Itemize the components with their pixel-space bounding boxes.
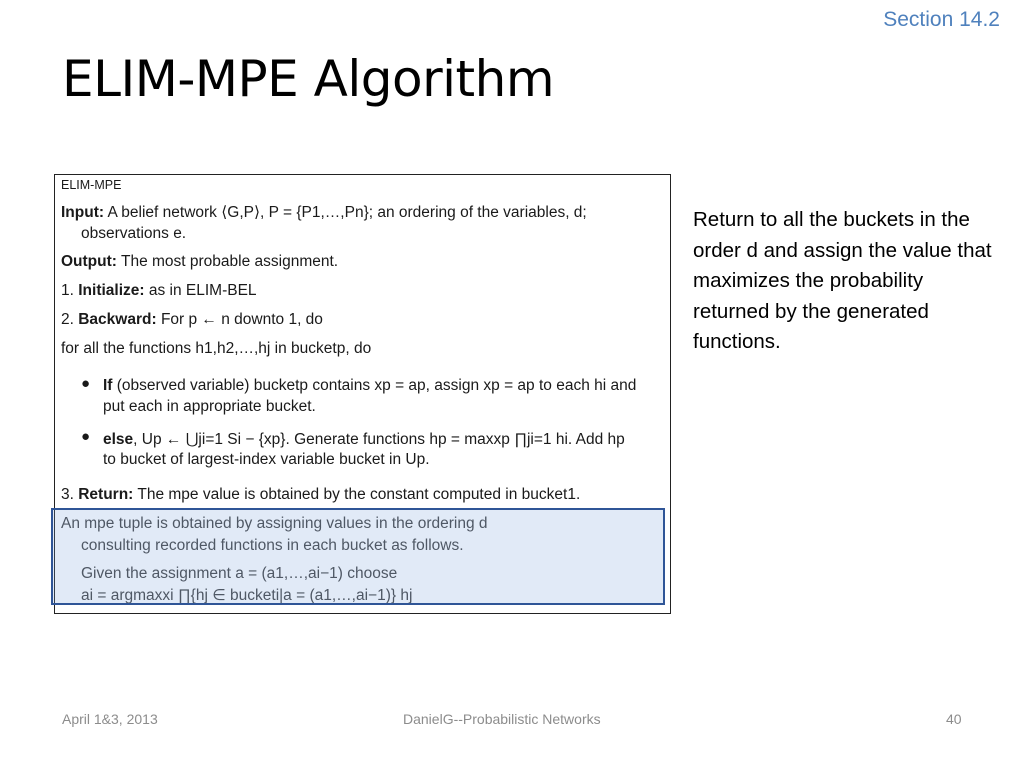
output-label: Output: bbox=[61, 253, 117, 270]
step1-line bbox=[61, 282, 257, 300]
bullet-dot-2: ● bbox=[81, 428, 91, 445]
output-text: The most probable assignment. bbox=[116, 253, 339, 270]
tuple-line-4: ai = argmaxxi ∏{hj ∈ bucketi|a = (a1,…,ai−1)} hj bbox=[81, 587, 413, 604]
highlight-box bbox=[51, 508, 665, 605]
step3-label: Return: bbox=[78, 486, 134, 503]
step3-text: The mpe value is obtained by the constant computed in bucket1. bbox=[133, 486, 581, 503]
side-note: Return to all the buckets in the order d and assign the value that maximizes the probability returned by the generated functions. bbox=[693, 208, 992, 353]
output-line bbox=[61, 253, 338, 271]
step1-text: as in ELIM-BEL bbox=[144, 282, 257, 299]
bullet2-label: else bbox=[103, 431, 134, 448]
bullet1-line bbox=[103, 377, 636, 395]
step3-line bbox=[61, 486, 580, 504]
input-text: A belief network ⟨G,P⟩, P = {P1,…,Pn}; an ordering of the variables, d; bbox=[104, 204, 587, 221]
input-label: Input: bbox=[61, 204, 105, 221]
step1-label: Initialize: bbox=[78, 282, 145, 299]
input-line bbox=[61, 203, 587, 222]
slide-title: ELIM-MPE Algorithm bbox=[62, 50, 555, 108]
page-number: 40 bbox=[946, 711, 962, 727]
bullet2-line bbox=[103, 430, 625, 449]
tuple-line-2: consulting recorded functions in each bucket as follows. bbox=[81, 537, 464, 554]
bullet1-label: If bbox=[103, 377, 113, 394]
step2-text: For p ← n downto 1, do bbox=[156, 311, 323, 328]
input-line-cont: observations e. bbox=[81, 225, 187, 242]
bullet1-text: (observed variable) bucketp contains xp = ap, assign xp = ap to each hi and bbox=[112, 377, 637, 394]
bullet2-text: , Up ← ⋃ji=1 Si − {xp}. Generate functions hp = maxxp ∏ji=1 hi. Add hp bbox=[133, 431, 625, 448]
tuple-line-1: An mpe tuple is obtained by assigning values in the ordering d bbox=[61, 515, 488, 532]
footer-date: April 1&3, 2013 bbox=[62, 711, 158, 727]
section-tag: Section 14.2 bbox=[883, 8, 1000, 31]
footer-title: DanielG--Probabilistic Networks bbox=[403, 711, 601, 727]
bullet1-cont: put each in appropriate bucket. bbox=[103, 398, 316, 415]
step2-num: 2. bbox=[61, 311, 79, 328]
bullet-dot-1: ● bbox=[81, 375, 91, 392]
step1-num: 1. bbox=[61, 282, 79, 299]
loop-line: for all the functions h1,h2,…,hj in bucketp, do bbox=[61, 340, 372, 357]
step3-num: 3. bbox=[61, 486, 79, 503]
step2-label: Backward: bbox=[78, 311, 157, 328]
step2-line bbox=[61, 311, 323, 329]
bullet2-cont: to bucket of largest-index variable bucket in Up. bbox=[103, 451, 430, 468]
algorithm-name: ELIM-MPE bbox=[61, 178, 122, 192]
tuple-line-3: Given the assignment a = (a1,…,ai−1) choose bbox=[81, 565, 398, 582]
